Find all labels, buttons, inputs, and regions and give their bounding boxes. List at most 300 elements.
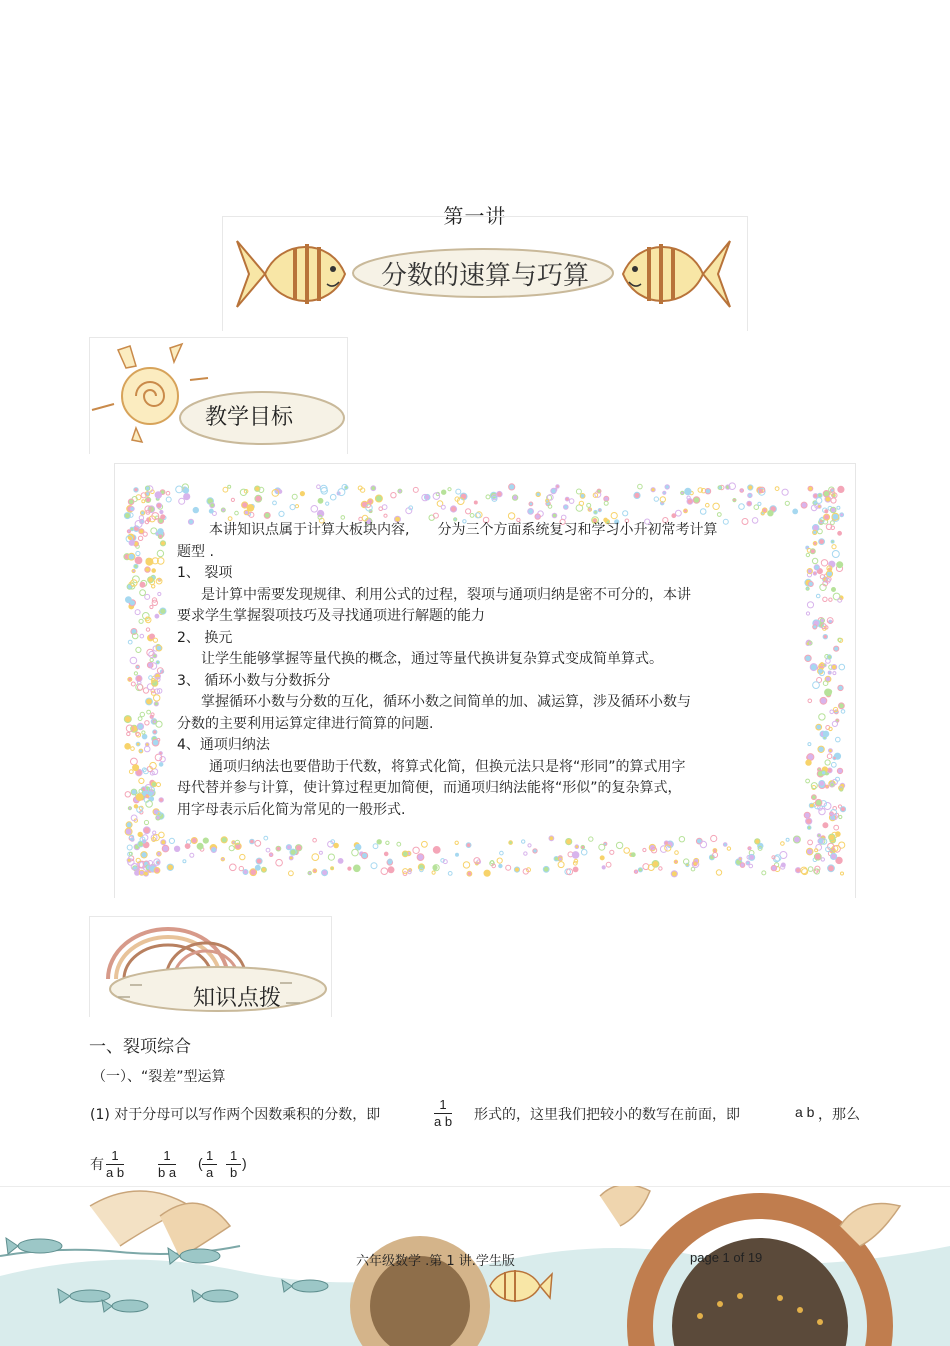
border-dot — [716, 870, 721, 875]
border-dot — [229, 846, 234, 851]
border-dot — [747, 501, 752, 506]
border-dot — [191, 838, 197, 844]
border-dot — [154, 695, 160, 701]
border-dot — [150, 658, 153, 661]
border-dot — [152, 739, 159, 746]
border-dot — [536, 492, 540, 496]
border-dot — [807, 754, 814, 761]
border-dot — [144, 820, 148, 824]
border-dot — [161, 515, 165, 519]
border-dot — [161, 840, 166, 845]
border-dot — [448, 488, 451, 491]
border-dot — [311, 506, 318, 513]
border-dot — [781, 842, 785, 846]
goal-item-line: 让学生能够掌握等量代换的概念，通过等量代换讲复杂算式变成简单算式。 — [201, 651, 663, 667]
border-dot — [696, 838, 702, 844]
border-dot — [231, 498, 234, 501]
border-dot — [269, 853, 273, 857]
border-dot — [512, 495, 517, 500]
border-dot — [685, 488, 691, 494]
border-dot — [500, 851, 504, 855]
goal-item-line: 用字母表示后化简为常见的一般形式. — [177, 801, 406, 818]
border-dot — [594, 510, 598, 514]
border-dot — [397, 842, 401, 846]
border-dot — [322, 870, 328, 876]
border-dot — [183, 860, 186, 863]
border-dot — [762, 871, 766, 875]
border-dot — [153, 730, 157, 734]
border-dot — [838, 531, 842, 535]
border-dot — [386, 841, 389, 844]
border-dot — [643, 848, 646, 851]
goal-item-heading: 4、通项归纳法 — [177, 737, 270, 753]
border-dot — [815, 849, 818, 852]
border-dot — [331, 867, 334, 870]
border-dot — [131, 682, 135, 686]
border-dot — [312, 854, 319, 861]
border-dot — [138, 832, 142, 836]
border-dot — [150, 762, 157, 769]
border-dot — [138, 717, 142, 721]
border-dot — [256, 858, 262, 864]
close-paren: ) — [242, 1155, 247, 1171]
border-dot — [836, 832, 841, 837]
border-dot — [746, 861, 750, 865]
border-dot — [818, 746, 824, 752]
border-dot — [466, 843, 471, 848]
border-dot — [131, 789, 137, 795]
border-dot — [827, 768, 832, 773]
border-dot — [807, 569, 812, 574]
border-dot — [136, 647, 141, 652]
border-dot — [624, 848, 630, 854]
border-dot — [806, 553, 809, 556]
border-dot — [723, 843, 727, 847]
border-dot — [145, 721, 149, 725]
border-dot — [825, 760, 830, 765]
border-dot — [817, 834, 820, 837]
border-dot — [190, 853, 194, 857]
border-dot — [139, 778, 144, 783]
border-dot — [808, 582, 813, 587]
border-dot — [158, 534, 162, 538]
border-dot — [289, 871, 294, 876]
knowledge-title: 知识点拨 — [193, 986, 282, 1011]
border-dot — [209, 509, 213, 513]
border-dot — [840, 807, 845, 812]
border-dot — [813, 530, 817, 534]
border-dot — [706, 503, 710, 507]
para1-then: ，那么 — [818, 1107, 860, 1123]
border-dot — [388, 867, 394, 873]
para1-ab: a b — [795, 1104, 815, 1120]
border-dot — [136, 742, 140, 746]
border-dot — [157, 852, 162, 857]
border-dot — [509, 841, 513, 845]
border-dot — [249, 512, 254, 517]
border-dot — [125, 828, 132, 835]
border-dot — [611, 513, 617, 519]
footer-page-number: page 1 of 19 — [690, 1250, 763, 1265]
border-dot — [448, 872, 452, 876]
border-dot — [569, 499, 574, 504]
border-dot — [713, 503, 719, 509]
border-dot — [330, 494, 336, 500]
border-dot — [247, 505, 254, 512]
goal-item-line: 要求学生掌握裂项技巧及寻找通项进行解题的能力 — [177, 608, 485, 624]
border-dot — [839, 703, 845, 709]
fraction-1-over-ab: $\frac{1}{\text{a b}}$ — [434, 1097, 453, 1129]
border-dot — [549, 836, 554, 841]
border-dot — [158, 592, 161, 595]
border-dot — [781, 863, 785, 867]
border-dot — [816, 724, 822, 730]
border-dot — [138, 536, 142, 540]
border-dot — [235, 511, 239, 515]
border-dot — [675, 851, 679, 855]
border-dot — [529, 502, 533, 506]
goals-content — [177, 520, 777, 821]
border-dot — [127, 858, 131, 862]
border-dot — [300, 492, 304, 496]
border-dot — [522, 840, 525, 843]
border-dot — [185, 844, 190, 849]
border-dot — [135, 557, 142, 564]
border-dot — [818, 505, 822, 509]
border-dot — [665, 485, 669, 489]
border-dot — [159, 752, 162, 755]
fraction-1-over-a: $\frac{1}{a}$ — [202, 1148, 217, 1181]
border-dot — [384, 514, 387, 517]
border-dot — [604, 501, 608, 505]
border-dot — [156, 721, 162, 727]
border-dot — [830, 507, 836, 513]
goals-title: 教学目标 — [205, 405, 294, 430]
border-dot — [240, 489, 246, 495]
border-dot — [806, 612, 809, 615]
border-dot — [558, 862, 564, 868]
border-dot — [230, 864, 237, 871]
border-dot — [153, 638, 157, 642]
border-dot — [134, 672, 137, 675]
border-dot — [158, 529, 163, 534]
footer-course-label: 六年级数学 .第 1 讲.学生版 — [356, 1254, 515, 1269]
border-dot — [157, 783, 161, 787]
border-dot — [162, 845, 169, 852]
border-dot — [131, 747, 135, 751]
border-dot — [824, 514, 830, 520]
border-dot — [158, 578, 161, 581]
border-dot — [816, 594, 820, 598]
border-dot — [819, 714, 825, 720]
border-dot — [806, 587, 809, 590]
border-dot — [499, 864, 502, 867]
border-dot — [575, 845, 579, 849]
border-dot — [147, 649, 154, 656]
border-dot — [140, 582, 145, 587]
border-dot — [354, 865, 361, 872]
border-dot — [820, 697, 827, 704]
border-dot — [373, 844, 378, 849]
border-dot — [589, 837, 593, 841]
border-dot — [417, 854, 424, 861]
border-dot — [814, 853, 821, 860]
border-dot — [506, 865, 511, 870]
border-dot — [223, 487, 228, 492]
border-dot — [836, 857, 842, 863]
border-dot — [160, 541, 165, 546]
border-dot — [422, 841, 428, 847]
border-dot — [143, 827, 150, 834]
border-dot — [134, 488, 138, 492]
goal-item-heading: 2、 换元 — [177, 629, 233, 646]
border-dot — [313, 869, 317, 873]
border-dot — [832, 588, 836, 592]
border-dot — [338, 859, 343, 864]
border-dot — [130, 507, 134, 511]
border-dot — [166, 491, 170, 495]
border-dot — [806, 760, 811, 765]
border-dot — [154, 702, 158, 706]
border-dot — [733, 499, 736, 502]
border-dot — [829, 598, 832, 601]
border-dot — [634, 870, 637, 873]
border-dot — [762, 508, 767, 513]
border-dot — [821, 858, 824, 861]
border-dot — [840, 513, 844, 517]
border-dot — [827, 655, 831, 659]
border-dot — [129, 852, 132, 855]
border-dot — [128, 677, 132, 681]
goal-item-heading: 1、 裂项 — [177, 565, 233, 581]
border-dot — [580, 494, 585, 499]
border-dot — [681, 491, 684, 494]
border-dot — [128, 640, 132, 644]
border-dot — [674, 860, 677, 863]
border-dot — [174, 846, 179, 851]
border-dot — [806, 779, 810, 783]
border-dot — [169, 838, 174, 843]
border-dot — [450, 506, 456, 512]
border-dot — [134, 564, 138, 568]
border-dot — [159, 763, 163, 767]
border-dot — [810, 549, 815, 554]
border-dot — [131, 758, 138, 765]
border-dot — [319, 851, 322, 854]
border-dot — [837, 506, 840, 509]
border-dot — [127, 845, 132, 850]
border-dot — [830, 783, 834, 787]
border-dot — [456, 853, 459, 856]
border-dot — [823, 597, 827, 601]
border-dot — [832, 721, 837, 726]
border-dot — [463, 862, 469, 868]
border-dot — [176, 486, 183, 493]
border-dot — [145, 594, 150, 599]
border-dot — [136, 794, 143, 801]
border-dot — [638, 484, 643, 489]
border-dot — [377, 840, 381, 844]
border-dot — [823, 681, 828, 686]
border-dot — [221, 858, 224, 861]
border-dot — [638, 868, 642, 872]
border-dot — [821, 771, 825, 775]
border-dot — [264, 512, 270, 518]
border-dot — [153, 831, 156, 834]
border-dot — [748, 485, 753, 490]
border-dot — [834, 646, 839, 651]
border-dot — [754, 505, 759, 510]
border-dot — [286, 845, 291, 850]
border-dot — [598, 509, 601, 512]
border-dot — [144, 746, 150, 752]
border-dot — [250, 869, 257, 876]
goal-item-line: 母代替并参与计算，使计算过程更加简便，而通项归纳法能将“形似”的复杂算式， — [177, 780, 682, 796]
border-dot — [597, 489, 601, 493]
border-dot — [813, 682, 820, 689]
border-dot — [806, 818, 812, 824]
border-dot — [823, 635, 827, 639]
border-dot — [371, 486, 376, 491]
border-dot — [755, 839, 760, 844]
border-dot — [793, 509, 798, 514]
border-dot — [403, 869, 408, 874]
border-dot — [308, 871, 311, 874]
goal-item-line: 掌握循环小数与分数的互化，循环小数之间简单的加、减运算，涉及循环小数与 — [201, 694, 691, 710]
border-dot — [127, 530, 130, 533]
border-dot — [239, 866, 243, 870]
border-dot — [432, 871, 435, 874]
border-dot — [816, 498, 822, 504]
border-dot — [808, 699, 812, 703]
border-dot — [535, 514, 540, 519]
border-dot — [543, 866, 549, 872]
border-dot — [813, 542, 817, 546]
border-dot — [546, 499, 549, 502]
border-dot — [497, 491, 502, 496]
border-dot — [700, 841, 706, 847]
border-dot — [832, 545, 836, 549]
border-dot — [141, 511, 145, 515]
border-dot — [808, 840, 813, 845]
border-dot — [830, 710, 834, 714]
border-dot — [829, 749, 833, 753]
border-dot — [402, 851, 408, 857]
border-dot — [581, 849, 587, 855]
border-dot — [146, 497, 151, 502]
border-dot — [328, 854, 334, 860]
border-dot — [371, 863, 377, 869]
border-dot — [820, 618, 824, 622]
border-dot — [266, 848, 270, 852]
border-dot — [255, 840, 261, 846]
border-dot — [146, 698, 153, 705]
border-dot — [831, 762, 836, 767]
border-dot — [834, 825, 839, 830]
border-dot — [818, 493, 822, 497]
border-dot — [679, 837, 684, 842]
border-dot — [793, 836, 800, 843]
border-dot — [441, 505, 445, 509]
border-dot — [132, 569, 135, 572]
border-dot — [775, 487, 779, 491]
border-dot — [813, 494, 818, 499]
border-dot — [838, 685, 843, 690]
border-dot — [554, 857, 558, 861]
border-dot — [136, 551, 140, 555]
border-dot — [801, 502, 807, 508]
border-dot — [126, 822, 132, 828]
border-dot — [812, 558, 817, 563]
border-dot — [831, 540, 834, 543]
border-dot — [140, 634, 144, 638]
border-dot — [139, 619, 143, 623]
border-dot — [149, 792, 153, 796]
border-dot — [156, 661, 159, 664]
border-dot — [470, 514, 474, 518]
border-dot — [146, 801, 153, 808]
border-dot — [839, 815, 842, 818]
border-dot — [155, 614, 159, 618]
border-dot — [345, 486, 348, 489]
border-dot — [831, 521, 835, 525]
border-dot — [135, 610, 140, 615]
border-dot — [528, 844, 531, 847]
border-dot — [146, 628, 149, 631]
fish-right-icon — [618, 229, 733, 319]
border-dot — [552, 513, 557, 518]
border-dot — [711, 835, 717, 841]
border-dot — [749, 854, 755, 860]
border-dot — [433, 513, 438, 518]
border-dot — [290, 849, 296, 855]
border-dot — [717, 513, 721, 517]
border-dot — [142, 500, 145, 503]
have-label: 有 — [90, 1157, 104, 1173]
border-dot — [514, 867, 519, 872]
border-dot — [813, 572, 816, 575]
para1-prefix: (1) 对于分母可以写作两个因数乘积的分数，即 — [90, 1107, 381, 1123]
border-dot — [713, 849, 717, 853]
border-dot — [533, 849, 537, 853]
border-dot — [137, 723, 143, 729]
fraction-lhs: $\frac{1}{\text{a b}}$ — [106, 1148, 125, 1180]
border-dot — [197, 843, 203, 849]
border-dot — [758, 502, 761, 505]
border-dot — [279, 511, 284, 516]
fraction-1-over-b: $\frac{1}{b}$ — [226, 1148, 241, 1181]
goals-intro-1: 本讲知识点属于计算大板块内容, 分为三个方面系统复习和学习小升初常考计算 — [209, 522, 718, 538]
border-dot — [381, 868, 388, 875]
border-dot — [573, 867, 578, 872]
border-dot — [134, 805, 137, 808]
border-dot — [727, 847, 730, 850]
border-dot — [748, 847, 751, 850]
border-dot — [832, 665, 837, 670]
border-dot — [556, 485, 559, 488]
border-dot — [140, 712, 144, 716]
border-dot — [739, 504, 745, 510]
border-dot — [244, 510, 249, 515]
border-dot — [693, 862, 697, 866]
border-dot — [623, 511, 628, 516]
border-dot — [152, 585, 155, 588]
border-dot — [139, 749, 143, 753]
border-dot — [693, 497, 700, 504]
border-dot — [825, 689, 832, 696]
border-dot — [352, 849, 359, 856]
banner-title: 分数的速算与巧算 — [380, 261, 589, 291]
